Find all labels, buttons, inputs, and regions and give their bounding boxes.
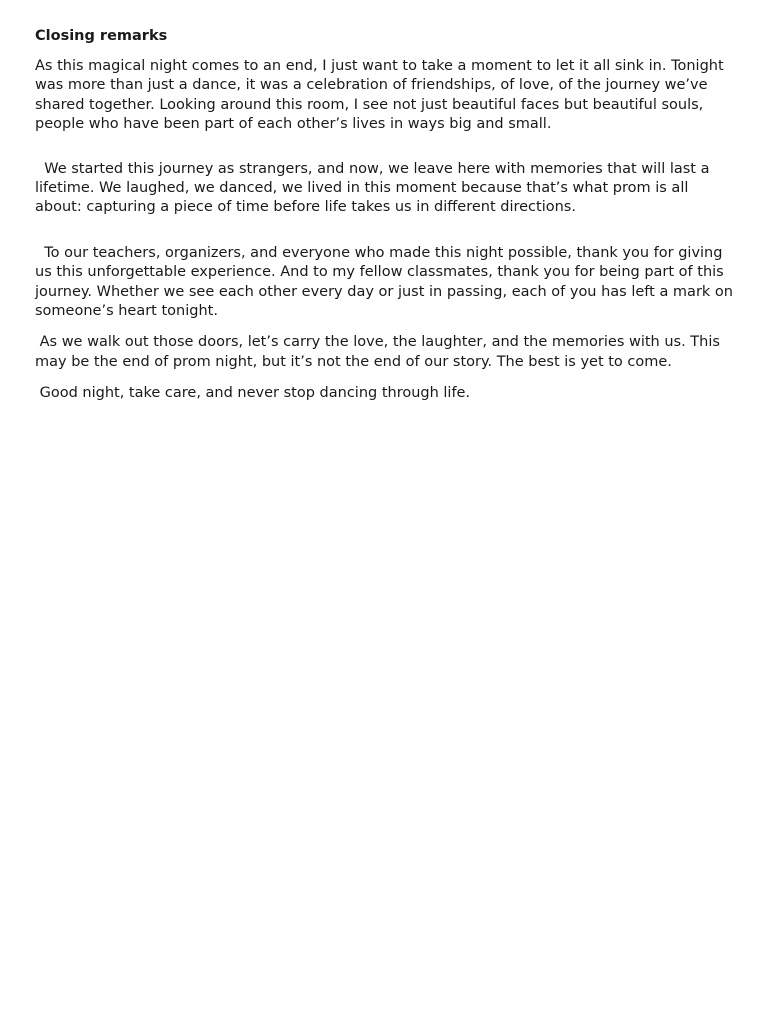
document-page: [35, 27, 738, 404]
paragraph-5: Good night, take care, and never stop dancing through life.: [35, 385, 471, 402]
document-title: Closing remarks: [35, 28, 168, 44]
paragraph-3: To our teachers, organizers, and everyone who made this night possible, thank you for giving us this unforgettable experience. And to my fellow classmates, thank you for being part of this journey. Whether we see each other every day or just in passing, each of you has left a mark on someone’s heart tonight.: [35, 244, 738, 320]
paragraph-4: As we walk out those doors, let’s carry the love, the laughter, and the memories with us. This may be the end of prom night, but it’s not the end of our story. The best is yet to come.: [35, 334, 725, 370]
paragraph-1: As this magical night comes to an end, I just want to take a moment to let it all sink in. Tonight was more than just a dance, it was a celebration of friendships, of love, of the journey we’ve shared together. Looking around this room, I see not just beautiful faces but beautiful souls, people who have been part of each other’s lives in ways big and small.: [35, 58, 729, 133]
paragraph-2: We started this journey as strangers, and now, we leave here with memories that will last a lifetime. We laughed, we danced, we lived in this moment because that’s what prom is all about: capturing a piece of time before life takes us in different directions.: [35, 160, 715, 216]
